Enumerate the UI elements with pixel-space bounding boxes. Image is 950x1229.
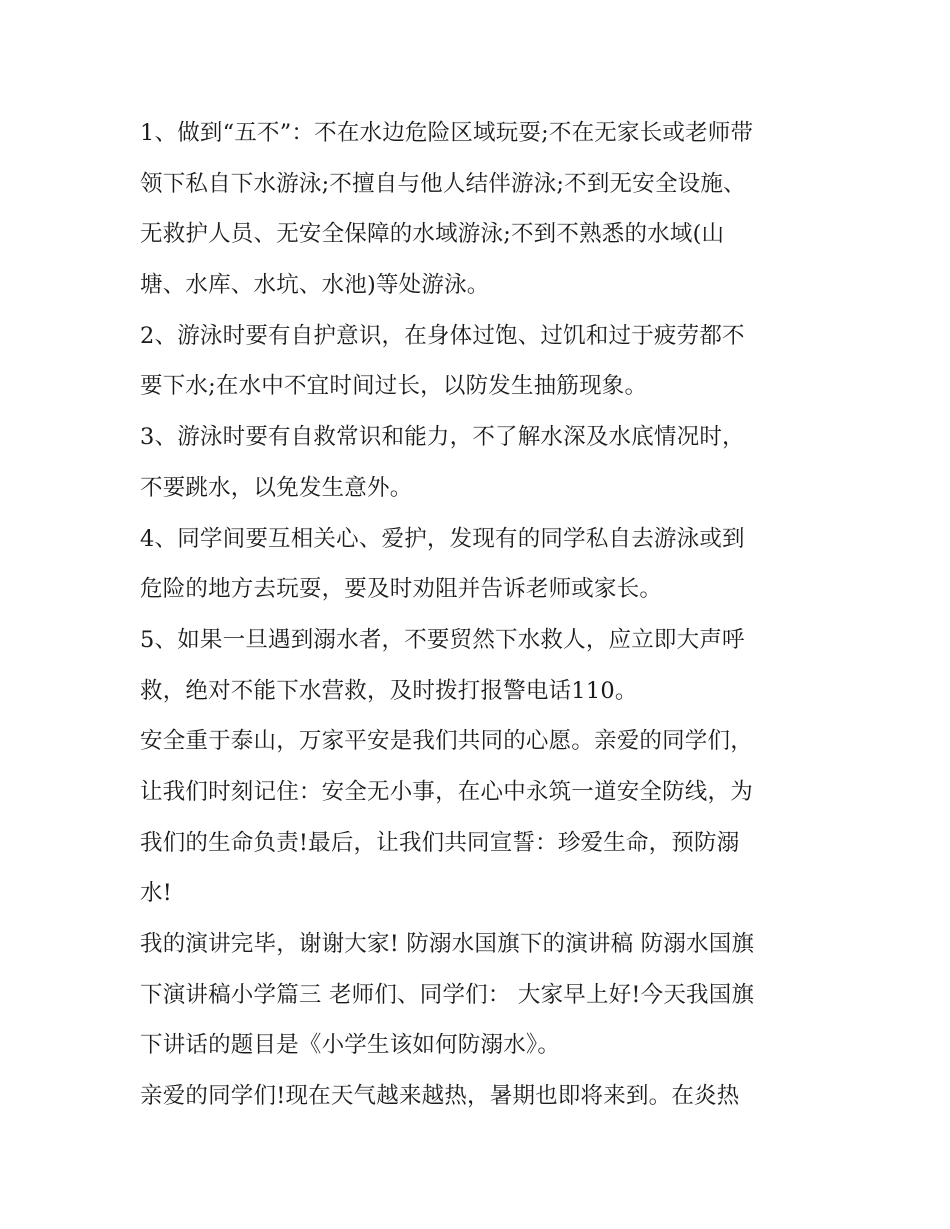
text-line: 下演讲稿小学篇三 老师们、同学们： 大家早上好!今天我国旗: [140, 981, 755, 1008]
text-line: 要下水;在水中不宜时间过长，以防发生抽筋现象。: [140, 373, 648, 400]
paragraph-rule-2: [140, 311, 830, 412]
text-line: 5、如果一旦遇到溺水者，不要贸然下水救人，应立即大声呼: [140, 626, 745, 653]
text-line: 领下私自下水游泳;不擅自与他人结伴游泳;不到无安全设施、: [140, 170, 746, 197]
text-line: 塘、水库、水坑、水池)等处游泳。: [140, 272, 490, 299]
text-line: 1、做到“五不”：不在水边危险区域玩耍;不在无家长或老师带: [140, 120, 754, 146]
document-body: [140, 108, 830, 1122]
paragraph-greeting: [140, 1071, 830, 1122]
text-line: 安全重于泰山，万家平安是我们共同的心愿。亲爱的同学们，: [140, 728, 753, 755]
text-line: 危险的地方去玩耍，要及时劝阻并告诉老师或家长。: [140, 576, 663, 603]
text-line: 4、同学间要互相关心、爱护，发现有的同学私自去游泳或到: [140, 525, 745, 552]
paragraph-safety-pledge: [140, 716, 830, 919]
text-line: 我的演讲完毕，谢谢大家! 防溺水国旗下的演讲稿 防溺水国旗: [140, 931, 755, 957]
text-line: 水!: [140, 880, 172, 907]
paragraph-speech-end: [140, 919, 830, 1071]
paragraph-rule-1: [140, 108, 830, 311]
text-line: 救，绝对不能下水营救，及时拨打报警电话110。: [140, 677, 638, 704]
text-line: 2、游泳时要有自护意识，在身体过饱、过饥和过于疲劳都不: [140, 322, 745, 349]
text-line: 让我们时刻记住：安全无小事，在心中永筑一道安全防线，为: [140, 778, 753, 805]
text-line: 不要跳水，以免发生意外。: [140, 474, 413, 501]
paragraph-rule-4: [140, 514, 830, 615]
paragraph-rule-5: [140, 615, 830, 716]
text-line: 3、游泳时要有自救常识和能力，不了解水深及水底情况时，: [140, 424, 745, 451]
text-line: 下讲话的题目是《小学生该如何防溺水》。: [140, 1032, 561, 1059]
text-line: 亲爱的同学们!现在天气越来越热，暑期也即将来到。在炎热: [140, 1083, 740, 1110]
text-line: 无救护人员、无安全保障的水域游泳;不到不熟悉的水域(山: [140, 221, 725, 248]
paragraph-rule-3: [140, 412, 830, 513]
text-line: 我们的生命负责!最后，让我们共同宣誓：珍爱生命，预防溺: [140, 829, 740, 856]
